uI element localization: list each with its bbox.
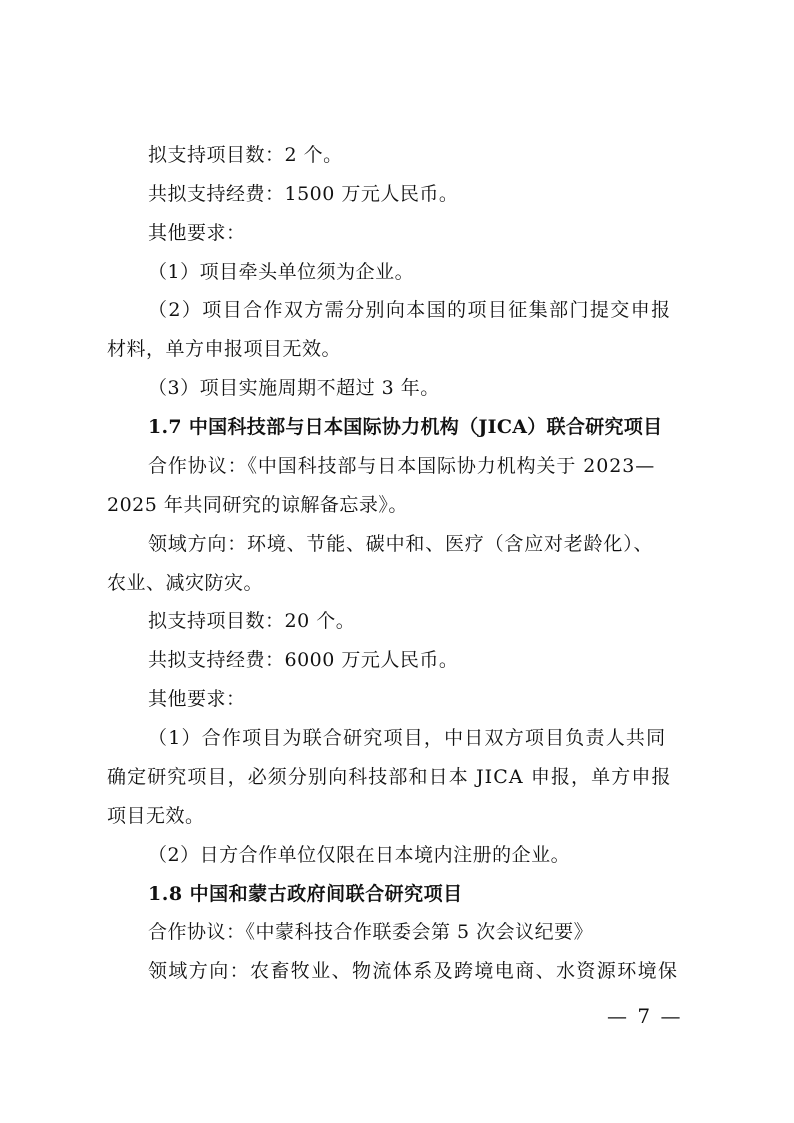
paragraph-line: 合作协议：《中国科技部与日本国际协力机构关于 2023— — [148, 455, 656, 477]
paragraph-line: （3）项目实施周期不超过 3 年。 — [148, 377, 440, 399]
paragraph-line: 拟支持项目数：2 个。 — [148, 144, 343, 166]
paragraph-line: （2）项目合作双方需分别向本国的项目征集部门提交申报 — [148, 299, 672, 321]
paragraph-line: 其他要求： — [148, 222, 246, 244]
paragraph-line: 共拟支持经费：1500 万元人民币。 — [148, 183, 459, 205]
paragraph-line: 2025 年共同研究的谅解备忘录》。 — [107, 494, 408, 516]
paragraph-line: 合作协议：《中蒙科技合作联委会第 5 次会议纪要》 — [148, 921, 594, 943]
paragraph-line: 拟支持项目数：20 个。 — [148, 610, 356, 632]
paragraph-line: 项目无效。 — [107, 805, 205, 827]
paragraph-line: 其他要求： — [148, 688, 246, 710]
section-heading: 1.7 中国科技部与日本国际协力机构（JICA）联合研究项目 — [148, 416, 663, 438]
paragraph-line: 领域方向：环境、节能、碳中和、医疗（含应对老龄化）、 — [148, 533, 654, 555]
paragraph-line: 确定研究项目，必须分别向科技部和日本 JICA 申报，单方申报 — [107, 766, 672, 788]
paragraph-line: （2）日方合作单位仅限在日本境内注册的企业。 — [148, 844, 571, 866]
paragraph-line: 材料，单方申报项目无效。 — [107, 338, 342, 360]
paragraph-line: （1）项目牵头单位须为企业。 — [148, 261, 415, 283]
paragraph-line: （1）合作项目为联合研究项目，中日双方项目负责人共同 — [148, 727, 667, 749]
paragraph-line: 共拟支持经费：6000 万元人民币。 — [148, 649, 459, 671]
paragraph-line: 领域方向：农畜牧业、物流体系及跨境电商、水资源环境保 — [148, 960, 679, 982]
section-heading: 1.8 中国和蒙古政府间联合研究项目 — [148, 883, 463, 905]
paragraph-line: 农业、减灾防灾。 — [107, 572, 264, 594]
page-number: — 7 — — [607, 1004, 683, 1028]
